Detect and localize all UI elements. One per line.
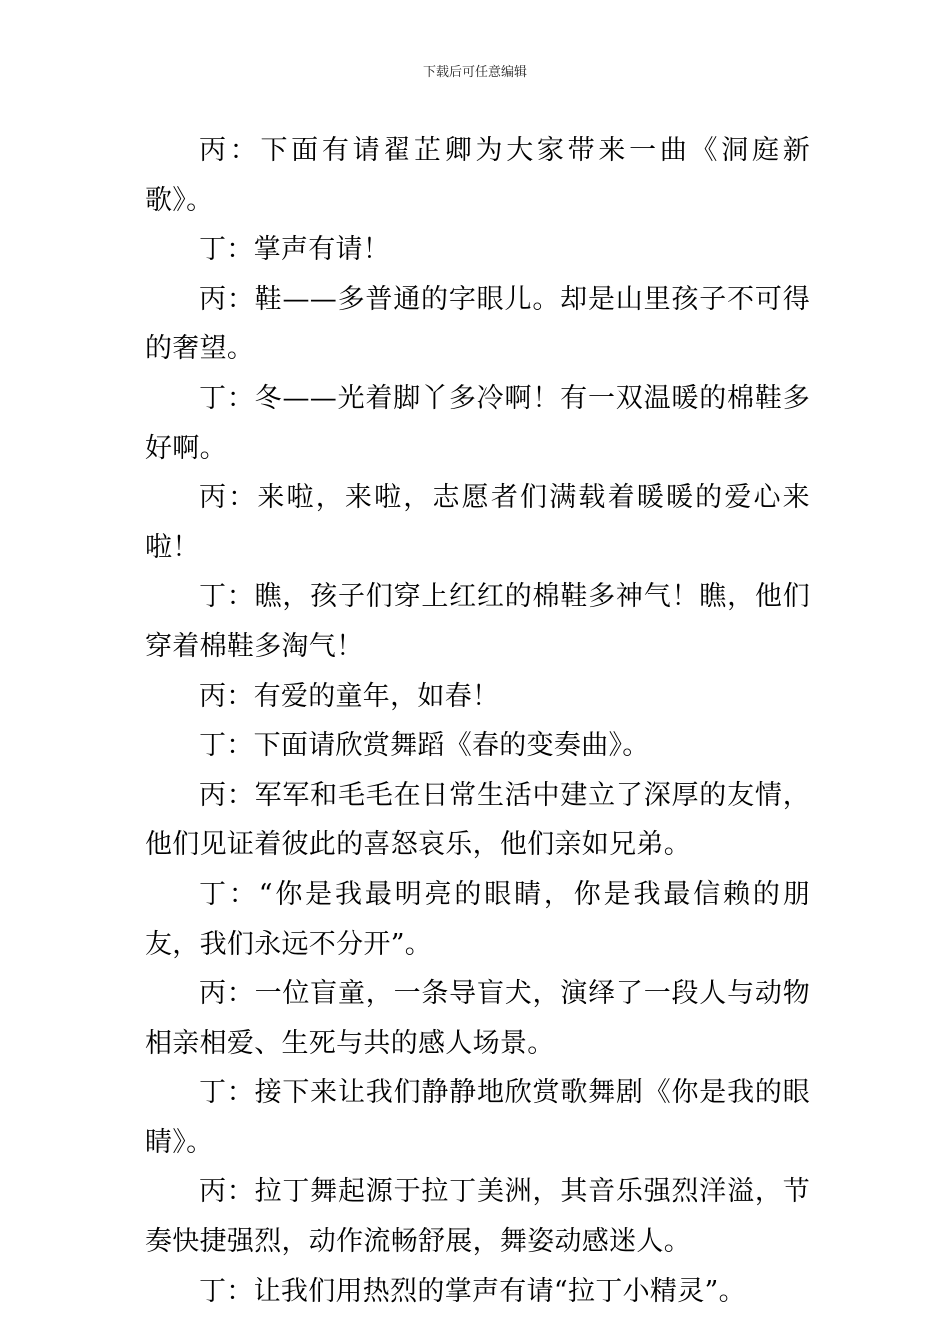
paragraph: 丙：下面有请翟芷卿为大家带来一曲《洞庭新歌》。 [145,135,810,216]
page-header-note: 下载后可任意编辑 [422,65,527,80]
paragraph: 丁：掌声有请！ [199,234,391,266]
paragraph: 丁：冬——光着脚丫多冷啊！有一双温暖的棉鞋多好啊。 [145,382,810,464]
paragraph: 丙：拉丁舞起源于拉丁美洲，其音乐强烈洋溢，节奏快捷强烈，动作流畅舒展，舞姿动感迷人。 [145,1176,810,1258]
paragraph: 丁：“你是我最明亮的眼睛，你是我最信赖的朋友，我们永远不分开”。 [145,878,810,960]
paragraph: 丙：军军和毛毛在日常生活中建立了深厚的友情，他们见证着彼此的喜怒哀乐，他们亲如兄弟。 [145,779,810,861]
paragraph: 丙：有爱的童年，如春！ [199,680,500,712]
paragraph: 丁：下面请欣赏舞蹈《春的变奏曲》。 [199,730,650,762]
paragraph: 丁：接下来让我们静静地欣赏歌舞剧《你是我的眼睛》。 [145,1077,810,1158]
paragraph: 丁：让我们用热烈的掌声有请“拉丁小精灵”。 [199,1275,746,1307]
paragraph: 丙：一位盲童，一条导盲犬，演绎了一段人与动物相亲相爱、生死与共的感人场景。 [145,978,810,1059]
paragraph: 丙：来啦，来啦，志愿者们满载着暖暖的爱心来啦！ [145,482,810,563]
document-body [145,126,810,1316]
paragraph: 丙：鞋——多普通的字眼儿。却是山里孩子不可得的奢望。 [145,283,810,365]
paragraph: 丁：瞧，孩子们穿上红红的棉鞋多神气！瞧，他们穿着棉鞋多淘气！ [145,581,810,662]
